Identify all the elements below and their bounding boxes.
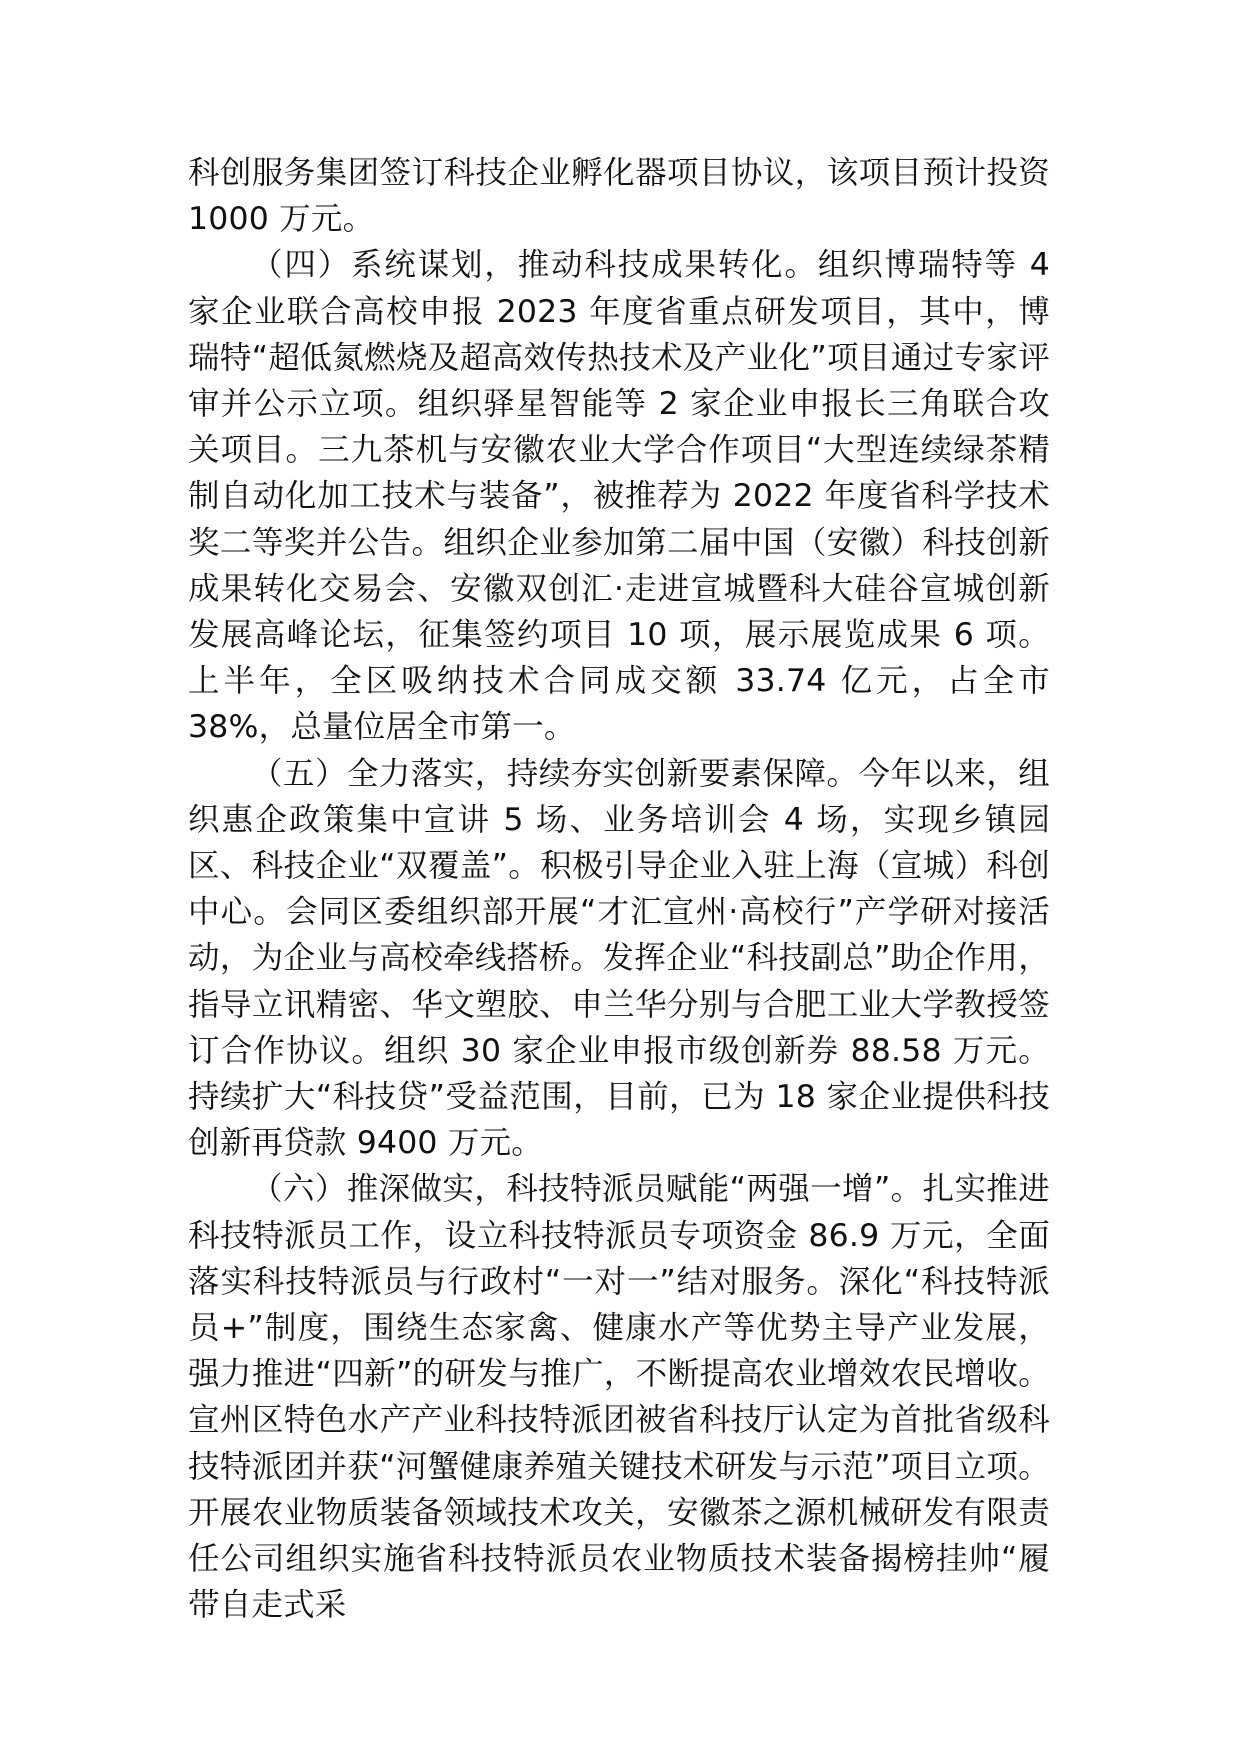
paragraph-section-six: （六）推深做实，科技特派员赋能“两强一增”。扎实推进科技特派员工作，设立科技特派员专项资金 86.9 万元，全面落实科技特派员与行政村“一对一”结对服务。深化“科技特派员+”制度，围绕生态家禽、健康水产等优势主导产业发展，强力推进“四新”的研发与推广，不断提高农业增效农民增收。宣州区特色水产产业科技特派团被省科技厅认定为首批省级科技特派团并获“河蟹健康养殖关键技术研发与示范”项目立项。开展农业物质装备领域技术攻关，安徽茶之源机械研发有限责任公司组织实施省科技特派员农业物质技术装备揭榜挂帅“履带自走式采	[188, 1171, 1050, 1624]
document-body	[188, 150, 1050, 1629]
paragraph-section-five: （五）全力落实，持续夯实创新要素保障。今年以来，组织惠企政策集中宣讲 5 场、业务培训会 4 场，实现乡镇园区、科技企业“双覆盖”。积极引导企业入驻上海（宣城）科创中心。会同区委组织部开展“才汇宣州·高校行”产学研对接活动，为企业与高校牵线搭桥。发挥企业“科技副总”助企作用，指导立讯精密、华文塑胶、申兰华分别与合肥工业大学教授签订合作协议。组织 30 家企业申报市级创新券 88.58 万元。持续扩大“科技贷”受益范围，目前，已为 18 家企业提供科技创新再贷款 9400 万元。	[188, 755, 1050, 1162]
paragraph-section-four: （四）系统谋划，推动科技成果转化。组织博瑞特等 4 家企业联合高校申报 2023 年度省重点研发项目，其中，博瑞特“超低氮燃烧及超高效传热技术及产业化”项目通过专家评审并公示立项。组织驿星智能等 2 家企业申报长三角联合攻关项目。三九茶机与安徽农业大学合作项目“大型连续绿茶精制自动化加工技术与装备”，被推荐为 2022 年度省科学技术奖二等奖并公告。组织企业参加第二届中国（安徽）科技创新成果转化交易会、安徽双创汇·走进宣城暨科大硅谷宣城创新发展高峰论坛，征集签约项目 10 项，展示展览成果 6 项。上半年，全区吸纳技术合同成交额 33.74 亿元，占全市 38%，总量位居全市第一。	[188, 247, 1050, 746]
paragraph-continuation: 科创服务集团签订科技企业孵化器项目协议，该项目预计投资 1000 万元。	[188, 155, 1050, 238]
